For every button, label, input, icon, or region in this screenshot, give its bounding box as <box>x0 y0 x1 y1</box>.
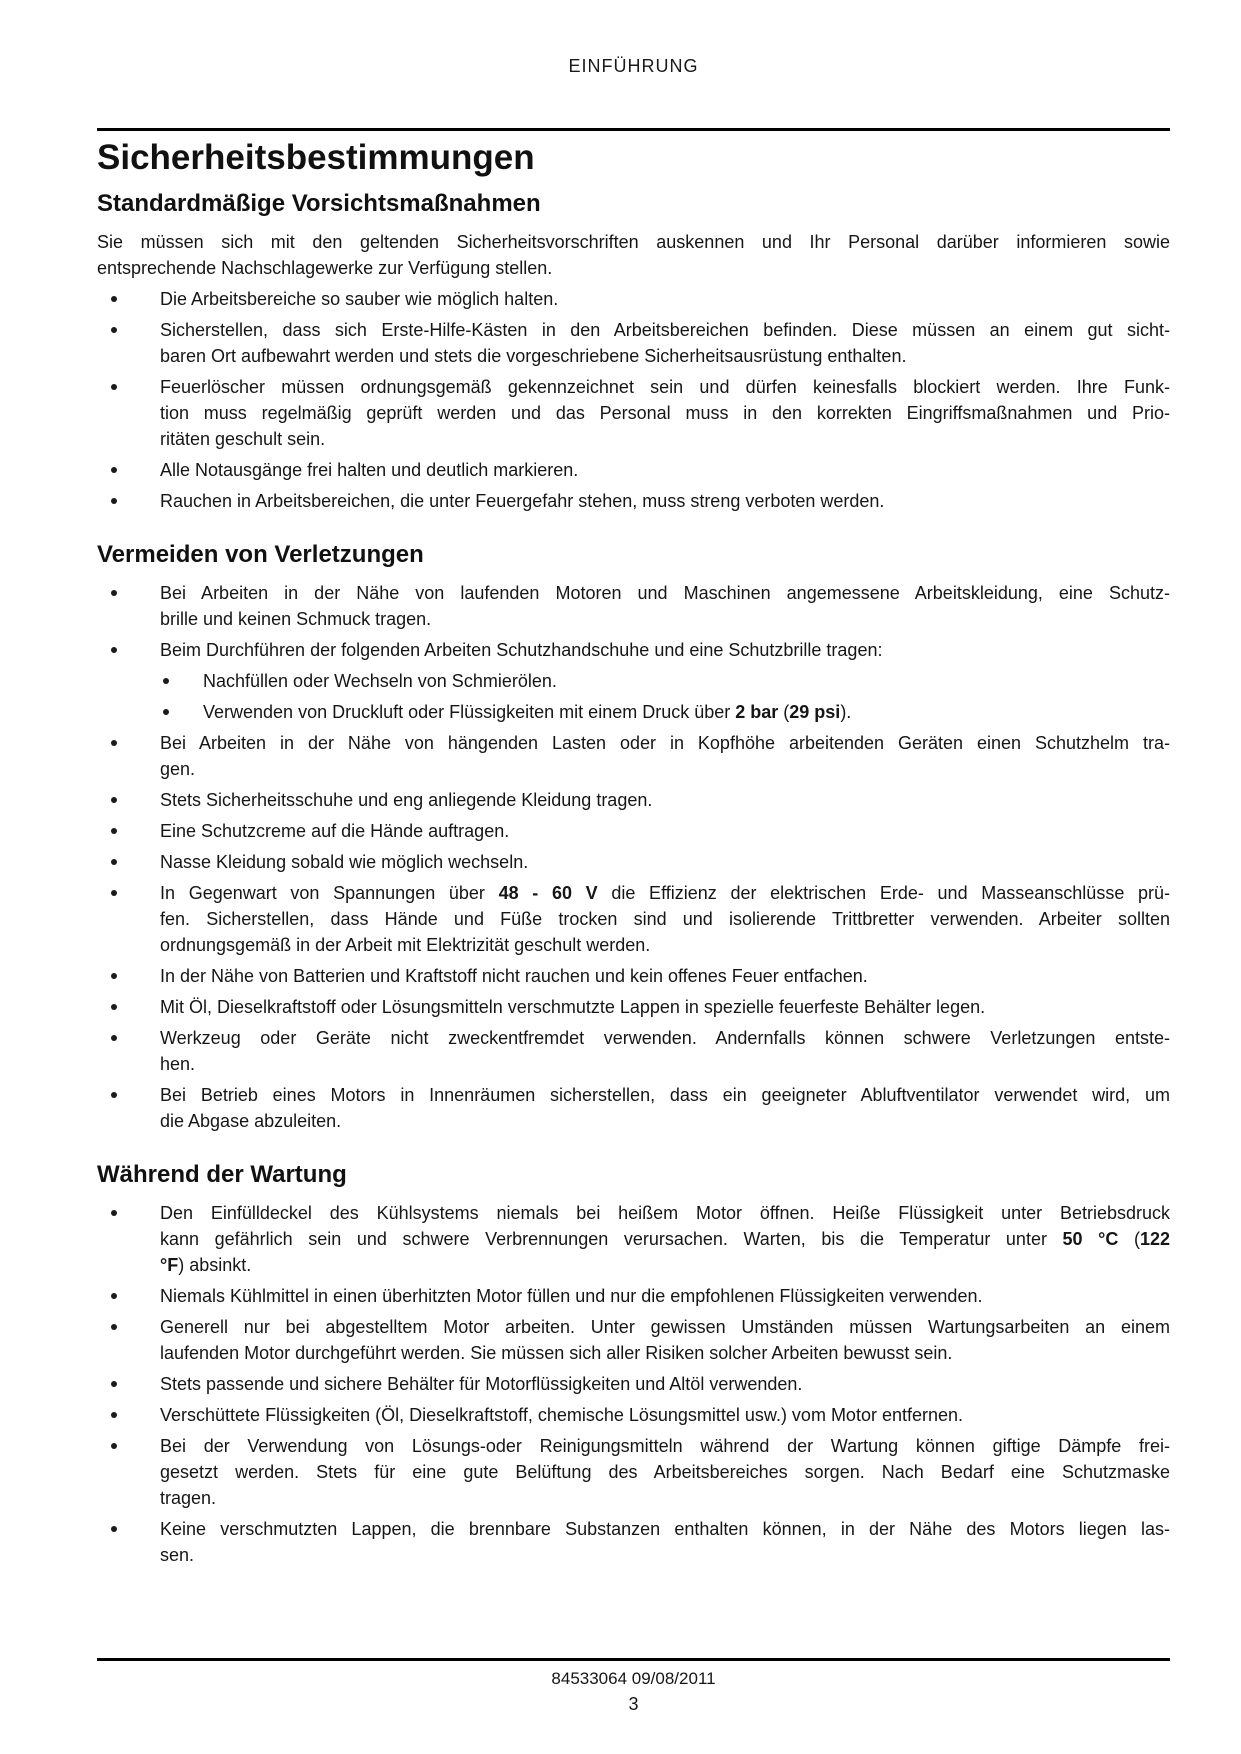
list-item-text <box>160 818 1170 844</box>
bullet-icon <box>111 740 117 746</box>
list-item-text <box>160 1402 1170 1428</box>
bullet-icon <box>111 1092 117 1098</box>
text-line: Sicherstellen, dass sich Erste-Hilfe-Kästen in den Arbeitsbereichen befinden. Diese müssen an einem gut sicht- <box>160 320 1170 340</box>
list-item <box>97 1516 1170 1568</box>
text-line: Nasse Kleidung sobald wie möglich wechseln. <box>160 852 529 872</box>
text-line: Bei Betrieb eines Motors in Innenräumen sicherstellen, dass ein geeigneter Abluftventilator verwendet wird, um <box>160 1085 1170 1105</box>
bullet-icon <box>111 1443 117 1449</box>
bullet-icon <box>111 384 117 390</box>
text-line: Bei Arbeiten in der Nähe von laufenden Motoren und Maschinen angemessene Arbeitskleidung, eine Schutz- <box>160 583 1170 603</box>
running-header: EINFÜHRUNG <box>568 56 699 76</box>
text-line: Niemals Kühlmittel in einen überhitzten Motor füllen und nur die empfohlenen Flüssigkeiten verwenden. <box>160 1286 983 1306</box>
list-item-text <box>160 457 1170 483</box>
text-line: ritäten geschult sein. <box>160 429 326 449</box>
bullet-icon <box>111 647 117 653</box>
section-heading-standard-precautions: Standardmäßige Vorsichtsmaßnahmen <box>97 190 541 217</box>
bullet-icon <box>163 709 169 715</box>
bullet-icon <box>111 1004 117 1010</box>
text-line: Mit Öl, Dieselkraftstoff oder Lösungsmitteln verschmutzte Lappen in spezielle feuerfeste Behälter legen. <box>160 997 986 1017</box>
list-item <box>97 286 1170 312</box>
sub-list-item <box>97 668 1170 694</box>
list-item-text <box>160 637 1170 663</box>
list-item-text <box>160 849 1170 875</box>
text-line: Feuerlöscher müssen ordnungsgemäß gekennzeichnet sein und dürfen keinesfalls blockiert werden. Ihre Funk- <box>160 377 1170 397</box>
text-line: Alle Notausgänge frei halten und deutlich markieren. <box>160 460 579 480</box>
list-item-text <box>160 730 1170 782</box>
bullet-icon <box>111 1035 117 1041</box>
list-item <box>97 963 1170 989</box>
text-line: Bei der Verwendung von Lösungs-oder Reinigungsmitteln während der Wartung können giftige Dämpfe frei- <box>160 1436 1170 1456</box>
text-line: fen. Sicherstellen, dass Hände und Füße trocken sind und isolierende Trittbretter verwenden. Arbeiter sollten <box>160 909 1170 929</box>
bullet-icon <box>111 973 117 979</box>
list-item <box>97 374 1170 452</box>
text-line: brille und keinen Schmuck tragen. <box>160 609 432 629</box>
list-item-text <box>160 994 1170 1020</box>
bullet-icon <box>111 890 117 896</box>
bullet-icon <box>111 1381 117 1387</box>
list-item-text <box>160 1371 1170 1397</box>
page-footer <box>97 1658 1170 1716</box>
bullet-icon <box>111 467 117 473</box>
bullet-icon <box>111 590 117 596</box>
list-item-text <box>160 1433 1170 1511</box>
text-line: entsprechende Nachschlagewerke zur Verfügung stellen. <box>97 258 553 278</box>
list-item <box>97 787 1170 813</box>
footer-rule <box>97 1658 1170 1661</box>
list-item-text <box>160 963 1170 989</box>
text-line: hen. <box>160 1054 196 1074</box>
section-heading-during-maintenance: Während der Wartung <box>97 1161 347 1188</box>
list-item <box>97 849 1170 875</box>
text-line: kann gefährlich sein und schwere Verbrennungen verursachen. Warten, bis die Temperatur unter 50 °C (122 <box>160 1229 1170 1249</box>
text-line: Die Arbeitsbereiche so sauber wie möglich halten. <box>160 289 559 309</box>
text-line: Beim Durchführen der folgenden Arbeiten Schutzhandschuhe und eine Schutzbrille tragen: <box>160 640 883 660</box>
list-item <box>97 457 1170 483</box>
list-item <box>97 818 1170 844</box>
bullet-icon <box>111 1293 117 1299</box>
bullet-icon <box>111 1412 117 1418</box>
text-line: Bei Arbeiten in der Nähe von hängenden Lasten oder in Kopfhöhe arbeitenden Geräten einen Schutzhelm tra- <box>160 733 1170 753</box>
list-item <box>97 1200 1170 1278</box>
section-heading-avoid-injuries: Vermeiden von Verletzungen <box>97 541 424 568</box>
bullet-icon <box>111 498 117 504</box>
sub-list-item <box>97 699 1170 725</box>
list-item-text <box>160 580 1170 632</box>
list-item <box>97 1433 1170 1511</box>
text-line: Sie müssen sich mit den geltenden Sicherheitsvorschriften auskennen und Ihr Personal darüber informieren sowie <box>97 232 1170 252</box>
list-item-text <box>160 488 1170 514</box>
text-line: tion muss regelmäßig geprüft werden und das Personal muss in den korrekten Eingriffsmaßnahmen und Prio- <box>160 403 1170 423</box>
footer-doc-code: 84533064 09/08/2011 <box>551 1669 716 1688</box>
list-item-text <box>160 787 1170 813</box>
text-line: sen. <box>160 1545 195 1565</box>
text-line: tragen. <box>160 1488 217 1508</box>
footer-page-number: 3 <box>628 1694 639 1714</box>
text-line: ordnungsgemäß in der Arbeit mit Elektrizität geschult werden. <box>160 935 651 955</box>
bullet-icon <box>163 678 169 684</box>
list-item <box>97 580 1170 632</box>
list-item <box>97 488 1170 514</box>
list-item <box>97 637 1170 663</box>
text-line: Generell nur bei abgestelltem Motor arbeiten. Unter gewissen Umständen müssen Wartungsarbeiten an einem <box>160 1317 1170 1337</box>
list-item <box>97 730 1170 782</box>
list-item-text <box>160 1314 1170 1366</box>
list-item <box>97 994 1170 1020</box>
bullet-icon <box>111 1210 117 1216</box>
text-line: Keine verschmutzten Lappen, die brennbare Substanzen enthalten können, in der Nähe des Motors liegen las- <box>160 1519 1170 1539</box>
text-line: Stets Sicherheitsschuhe und eng anliegende Kleidung tragen. <box>160 790 653 810</box>
text-line: Rauchen in Arbeitsbereichen, die unter Feuergefahr stehen, muss streng verboten werden. <box>160 491 885 511</box>
list-item <box>97 317 1170 369</box>
bullet-icon <box>111 1324 117 1330</box>
bullet-icon <box>111 1526 117 1532</box>
list-item-text <box>160 1283 1170 1309</box>
list-item-text <box>203 668 1170 694</box>
list-item <box>97 880 1170 958</box>
list-item-text <box>160 286 1170 312</box>
text-line: Verwenden von Druckluft oder Flüssigkeiten mit einem Druck über 2 bar (29 psi). <box>203 702 852 722</box>
manual-page <box>97 0 1170 1573</box>
list-item <box>97 1082 1170 1134</box>
text-line: Werkzeug oder Geräte nicht zweckentfremdet verwenden. Andernfalls können schwere Verletzungen entste- <box>160 1028 1170 1048</box>
bullet-icon <box>111 828 117 834</box>
list-item <box>97 1402 1170 1428</box>
text-line: In Gegenwart von Spannungen über 48 - 60 V die Effizienz der elektrischen Erde- und Masseanschlüsse prü- <box>160 883 1171 903</box>
list-item-text <box>203 699 1170 725</box>
text-line: °F) absinkt. <box>160 1255 252 1275</box>
text-line: Verschüttete Flüssigkeiten (Öl, Dieselkraftstoff, chemische Lösungsmittel usw.) vom Motor entfernen. <box>160 1405 964 1425</box>
text-line: Nachfüllen oder Wechseln von Schmierölen. <box>203 671 557 691</box>
list-item-text <box>160 1082 1170 1134</box>
list-item <box>97 1371 1170 1397</box>
list-item <box>97 1025 1170 1077</box>
header-rule <box>97 128 1170 131</box>
list-item-text <box>160 374 1170 452</box>
list-item-text <box>160 317 1170 369</box>
text-line: laufenden Motor durchgeführt werden. Sie müssen sich aller Risiken solcher Arbeiten bewusst sein. <box>160 1343 953 1363</box>
text-line: In der Nähe von Batterien und Kraftstoff nicht rauchen und kein offenes Feuer entfachen. <box>160 966 868 986</box>
text-line: Eine Schutzcreme auf die Hände auftragen. <box>160 821 510 841</box>
text-line: Den Einfülldeckel des Kühlsystems niemals bei heißem Motor öffnen. Heiße Flüssigkeit unter Betriebsdruck <box>160 1203 1170 1223</box>
text-line: baren Ort aufbewahrt werden und stets die vorgeschriebene Sicherheitsausrüstung enthalten. <box>160 346 907 366</box>
bullet-icon <box>111 327 117 333</box>
bullet-icon <box>111 859 117 865</box>
page-title: Sicherheitsbestimmungen <box>97 138 535 177</box>
bullet-icon <box>111 296 117 302</box>
text-line: gesetzt werden. Stets für eine gute Belüftung des Arbeitsbereiches sorgen. Nach Bedarf eine Schutzmaske <box>160 1462 1170 1482</box>
list-item <box>97 1314 1170 1366</box>
list-item-text <box>160 1516 1170 1568</box>
list-item-text <box>160 1025 1170 1077</box>
list-item-text <box>160 880 1170 958</box>
text-line: Stets passende und sichere Behälter für Motorflüssigkeiten und Altöl verwenden. <box>160 1374 803 1394</box>
bullet-icon <box>111 797 117 803</box>
text-line: gen. <box>160 759 196 779</box>
list-item-text <box>160 1200 1170 1278</box>
text-line: die Abgase abzuleiten. <box>160 1111 342 1131</box>
intro-paragraph <box>97 229 1170 281</box>
list-item <box>97 1283 1170 1309</box>
